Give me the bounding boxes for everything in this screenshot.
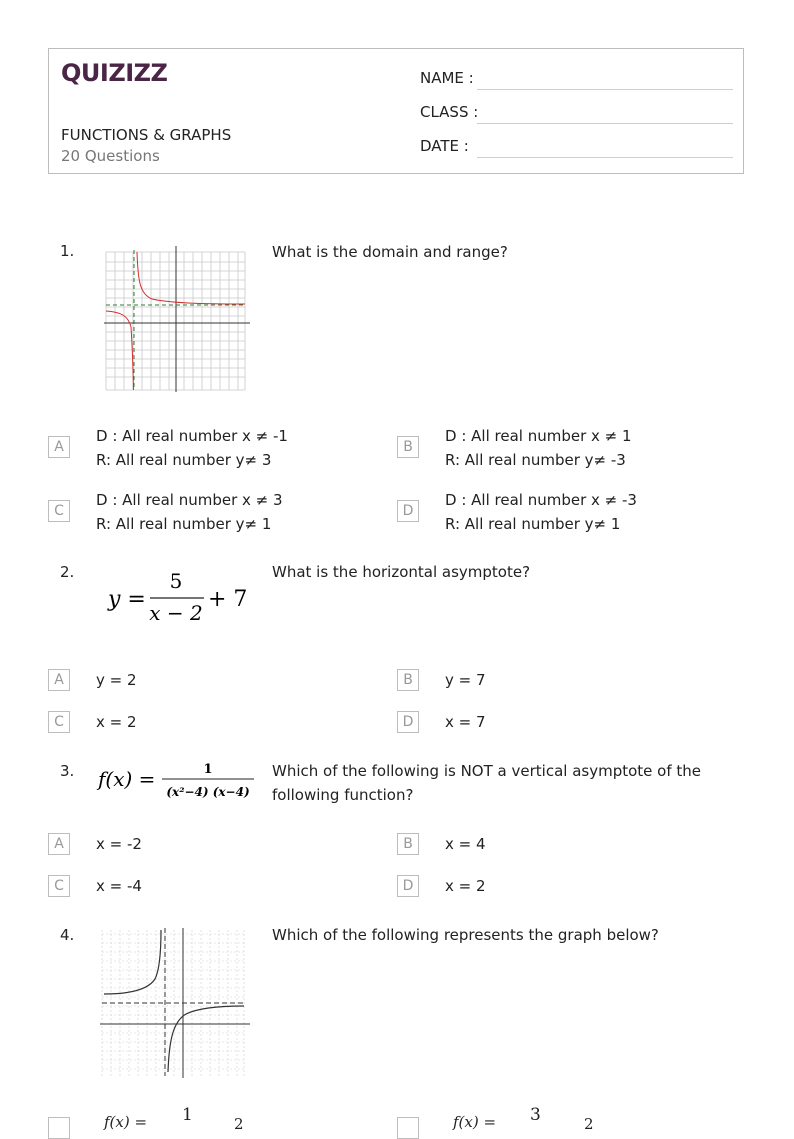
option-d-letter[interactable]: D — [397, 875, 419, 897]
question-number: 1. — [60, 242, 75, 260]
equation-lhs: f(x) = — [98, 767, 156, 791]
option-c-letter[interactable]: C — [48, 875, 70, 897]
question-3-equation — [96, 758, 258, 806]
option-b-numerator: 3 — [530, 1105, 541, 1125]
option-d[interactable]: x = 7 — [445, 713, 486, 731]
equation-denominator: (x²−4) (x−4) — [166, 785, 250, 799]
option-b-partial[interactable]: f(x) = — [453, 1113, 497, 1131]
option-d[interactable]: D : All real number x ≠ -3 R: All real number y≠ 1 — [445, 491, 637, 533]
equation-denominator: x − 2 — [149, 601, 203, 625]
option-b-tail: 2 — [584, 1115, 594, 1133]
question-number: 4. — [60, 926, 75, 944]
option-c-letter[interactable]: C — [48, 500, 70, 522]
option-c[interactable]: D : All real number x ≠ 3 R: All real number y≠ 1 — [96, 491, 283, 533]
option-b-letter[interactable]: B — [397, 669, 419, 691]
date-line[interactable] — [477, 157, 733, 158]
option-a-letter[interactable]: A — [48, 669, 70, 691]
question-4-graph — [98, 924, 258, 1080]
option-a-letter[interactable]: A — [48, 436, 70, 458]
question-count: 20 Questions — [61, 147, 160, 165]
option-a-tail: 2 — [234, 1115, 244, 1133]
worksheet-header — [48, 48, 744, 174]
option-c[interactable]: x = -4 — [96, 877, 142, 895]
option-d-letter[interactable]: D — [397, 711, 419, 733]
question-number: 3. — [60, 762, 75, 780]
option-b-letter[interactable] — [397, 1117, 419, 1139]
worksheet-title: FUNCTIONS & GRAPHS — [61, 126, 232, 144]
option-a-letter[interactable]: A — [48, 833, 70, 855]
option-c-letter[interactable]: C — [48, 711, 70, 733]
option-b-letter[interactable]: B — [397, 833, 419, 855]
question-number: 2. — [60, 563, 75, 581]
option-c[interactable]: x = 2 — [96, 713, 137, 731]
option-b-letter[interactable]: B — [397, 436, 419, 458]
option-b[interactable]: x = 4 — [445, 835, 486, 853]
class-line[interactable] — [477, 123, 733, 124]
equation-tail: + 7 — [208, 587, 248, 612]
name-line[interactable] — [477, 89, 733, 90]
equation-numerator: 5 — [169, 569, 183, 593]
question-text: Which of the following represents the graph below? — [272, 926, 659, 944]
option-a[interactable]: y = 2 — [96, 671, 137, 689]
class-label: CLASS : — [420, 103, 479, 121]
date-label: DATE : — [420, 137, 469, 155]
option-a-partial[interactable]: f(x) = — [104, 1113, 148, 1131]
question-text: What is the domain and range? — [272, 243, 508, 261]
option-b[interactable]: D : All real number x ≠ 1 R: All real number y≠ -3 — [445, 427, 632, 469]
option-a-letter[interactable] — [48, 1117, 70, 1139]
option-b[interactable]: y = 7 — [445, 671, 486, 689]
equation-numerator: 1 — [203, 762, 213, 777]
question-text: Which of the following is NOT a vertical asymptote of the following function? — [272, 762, 702, 804]
question-2-equation — [104, 564, 254, 628]
option-a[interactable]: D : All real number x ≠ -1 R: All real number y≠ 3 — [96, 427, 288, 469]
quizizz-logo: QUIZIZZ — [61, 59, 168, 87]
equation-lhs: y = — [108, 587, 146, 612]
option-d-letter[interactable]: D — [397, 500, 419, 522]
option-d[interactable]: x = 2 — [445, 877, 486, 895]
question-1-graph — [100, 242, 254, 396]
option-a[interactable]: x = -2 — [96, 835, 142, 853]
option-a-numerator: 1 — [182, 1105, 193, 1125]
name-label: NAME : — [420, 69, 474, 87]
question-text: What is the horizontal asymptote? — [272, 563, 531, 581]
